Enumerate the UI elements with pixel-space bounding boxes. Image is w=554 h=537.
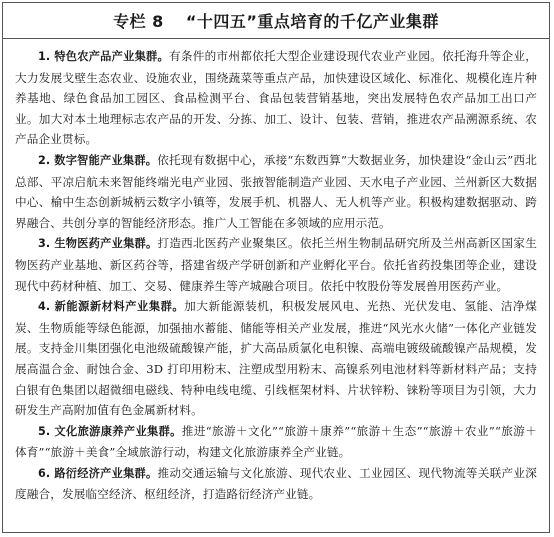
item-heading: 文化旅游康养产业集群。	[54, 424, 182, 438]
industry-item-biomedicine	[15, 233, 537, 296]
item-heading: 路衍经济产业集群。	[54, 466, 158, 480]
item-heading: 新能源新材料产业集群。	[54, 300, 185, 314]
item-text: 加大新能源装机，积极发展风电、光热、光伏发电、氢能、洁净煤炭、生物质能等绿色能源，加强抽水蓄能、储能等相关产业发展，推进“风光水火储”一体化产业链发展。支持金川集团强化电池级硫酸镍产能，扩大高品质氯化电积镍、高端电镀级硫酸镍产品规模，发展高温合金、耐蚀合金、3D 打印用粉末、注塑成型用粉末、高镍系列电池材料等新材料产品；支持白银有色集团以超微细电磁线、特种电线电缆、引线框架材料、片状锌粉、铼粉等项目为引领，大力研发生产高附加值有色金属新材料。	[15, 299, 537, 418]
item-number: 2.	[38, 153, 51, 167]
column-box	[2, 2, 550, 533]
column-title: “十四五”重点培育的千亿产业集群	[185, 12, 439, 31]
column-label: 专栏 8	[113, 12, 164, 31]
item-heading: 数字智能产业集群。	[54, 153, 158, 167]
industry-item-tourism	[15, 421, 537, 463]
item-number: 1.	[38, 50, 51, 63]
item-heading: 生物医药产业集群。	[54, 237, 158, 251]
item-number: 3.	[38, 237, 51, 251]
item-text: 推动交通运输与文化旅游、现代农业、工业园区、现代物流等关联产业深度融合，发展临空经济、枢纽经济，打造路衍经济产业链。	[15, 465, 538, 502]
industry-item-digital	[15, 150, 537, 233]
industry-item-road-economy	[15, 463, 537, 505]
item-number: 5.	[38, 424, 51, 438]
industry-item-new-energy	[15, 296, 537, 421]
item-text: 打造西北医药产业聚集区。依托兰州生物制品研究所及兰州高新区国家生物医药产业基地、新区药谷等，搭建省级产学研创新和产业孵化平台。依托省药投集团等企业，建设现代中药材种植、加工、交易、健康养生等产城融合项目。依托中牧股份等发展兽用医药产业。	[15, 236, 538, 293]
item-number: 6.	[38, 466, 51, 480]
item-number: 4.	[38, 300, 51, 314]
column-header	[3, 3, 549, 39]
item-text: 推进“旅游＋文化”“旅游＋康养”“旅游＋生态”“旅游＋农业”“旅游＋体育”“旅游＋美食”全域旅游行动，构建文化旅游康养全产业链。	[15, 423, 537, 460]
industry-item-agriculture	[15, 46, 537, 150]
item-text: 依托现有数据中心，承接“东数西算”大数据业务，加快建设“金山云”西北总部、平凉启航未来智能终端光电产业园、张掖智能制造产业园、天水电子产业园、兰州新区大数据中心、榆中生态创新城柄云数字小镇等，发展手机、机器人、无人机等产业。积极构建数据驱动、跨界融合、共创分享的智能经济形态。推广人工智能在多领域的应用示范。	[15, 152, 537, 230]
column-content	[3, 39, 549, 505]
item-text: 有条件的市州都依托大型企业建设现代农业产业园。依托海升等企业，大力发展戈壁生态农业、设施农业，围绕蔬菜等重点产品，加快建设区域化、标准化、规模化连片种养基地、绿色食品加工园区、食品检测平台、食品包装营销基地，突出发展特色农产品加工出口产业。加大对本土地理标志农产品的开发、分拣、加工、设计、包装、营销，推进农产品溯源系统、农产品企业贯标。	[15, 49, 537, 147]
item-heading: 特色农产品产业集群。	[54, 50, 169, 63]
